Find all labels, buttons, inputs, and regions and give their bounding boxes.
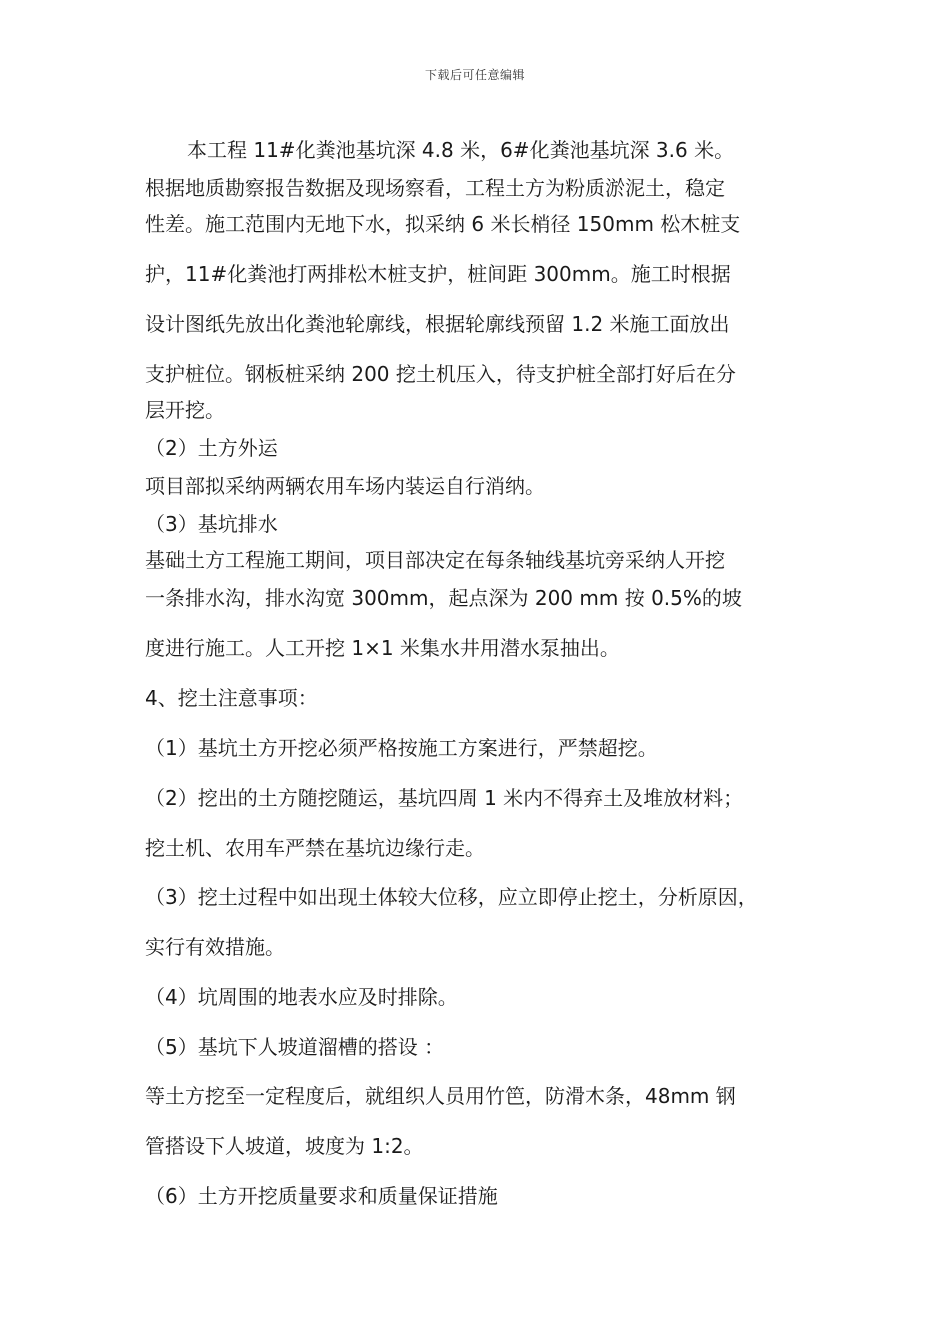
paragraph-line: 等土方挖至一定程度后，就组织人员用竹笆，防滑木条，48mm 钢 (145, 1084, 736, 1108)
paragraph-line: 管搭设下人坡道，坡度为 1:2。 (145, 1134, 424, 1158)
list-item: （5）基坑下人坡道溜槽的搭设 ： (145, 1035, 445, 1059)
paragraph-line: 护，11#化粪池打两排松木桩支护，桩间距 300mm。施工时根据 (145, 262, 731, 286)
list-item: （4）坑周围的地表水应及时排除。 (145, 985, 458, 1009)
list-item: （6）土方开挖质量要求和质量保证措施 (145, 1184, 498, 1208)
paragraph-line: 本工程 11#化粪池基坑深 4.8 米，6#化粪池基坑深 3.6 米。 (187, 138, 735, 162)
paragraph-line: 根据地质勘察报告数据及现场察看，工程土方为粉质淤泥土，稳定 (145, 176, 725, 200)
paragraph-line: 挖土机、农用车严禁在基坑边缘行走。 (145, 836, 485, 860)
header-note: 下载后可任意编辑 (424, 68, 525, 82)
paragraph-line: 性差。施工范围内无地下水，拟采纳 6 米长梢径 150mm 松木桩支 (145, 212, 741, 236)
section-heading: （2）土方外运 (145, 436, 278, 460)
section-heading: （3）基坑排水 (145, 512, 278, 536)
list-item: （2）挖出的土方随挖随运，基坑四周 1 米内不得弃土及堆放材料； (145, 786, 744, 810)
list-item: （3）挖土过程中如出现土体较大位移，应立即停止挖土，分析原因， (145, 885, 758, 909)
paragraph-line: 基础土方工程施工期间，项目部决定在每条轴线基坑旁采纳人开挖 (145, 548, 725, 572)
paragraph-line: 度进行施工。人工开挖 1×1 米集水井用潜水泵抽出。 (145, 636, 620, 660)
list-item: （1）基坑土方开挖必须严格按施工方案进行，严禁超挖。 (145, 736, 658, 760)
paragraph-line: 设计图纸先放出化粪池轮廓线，根据轮廓线预留 1.2 米施工面放出 (145, 312, 730, 336)
paragraph-line: 一条排水沟，排水沟宽 300mm，起点深为 200 mm 按 0.5%的坡 (145, 586, 742, 610)
paragraph-line: 层开挖。 (145, 398, 225, 422)
paragraph-line: 项目部拟采纳两辆农用车场内装运自行消纳。 (145, 474, 545, 498)
paragraph-line: 支护桩位。钢板桩采纳 200 挖土机压入，待支护桩全部打好后在分 (145, 362, 736, 386)
paragraph-line: 实行有效措施。 (145, 935, 285, 959)
section-heading: 4、挖土注意事项： (145, 686, 318, 710)
